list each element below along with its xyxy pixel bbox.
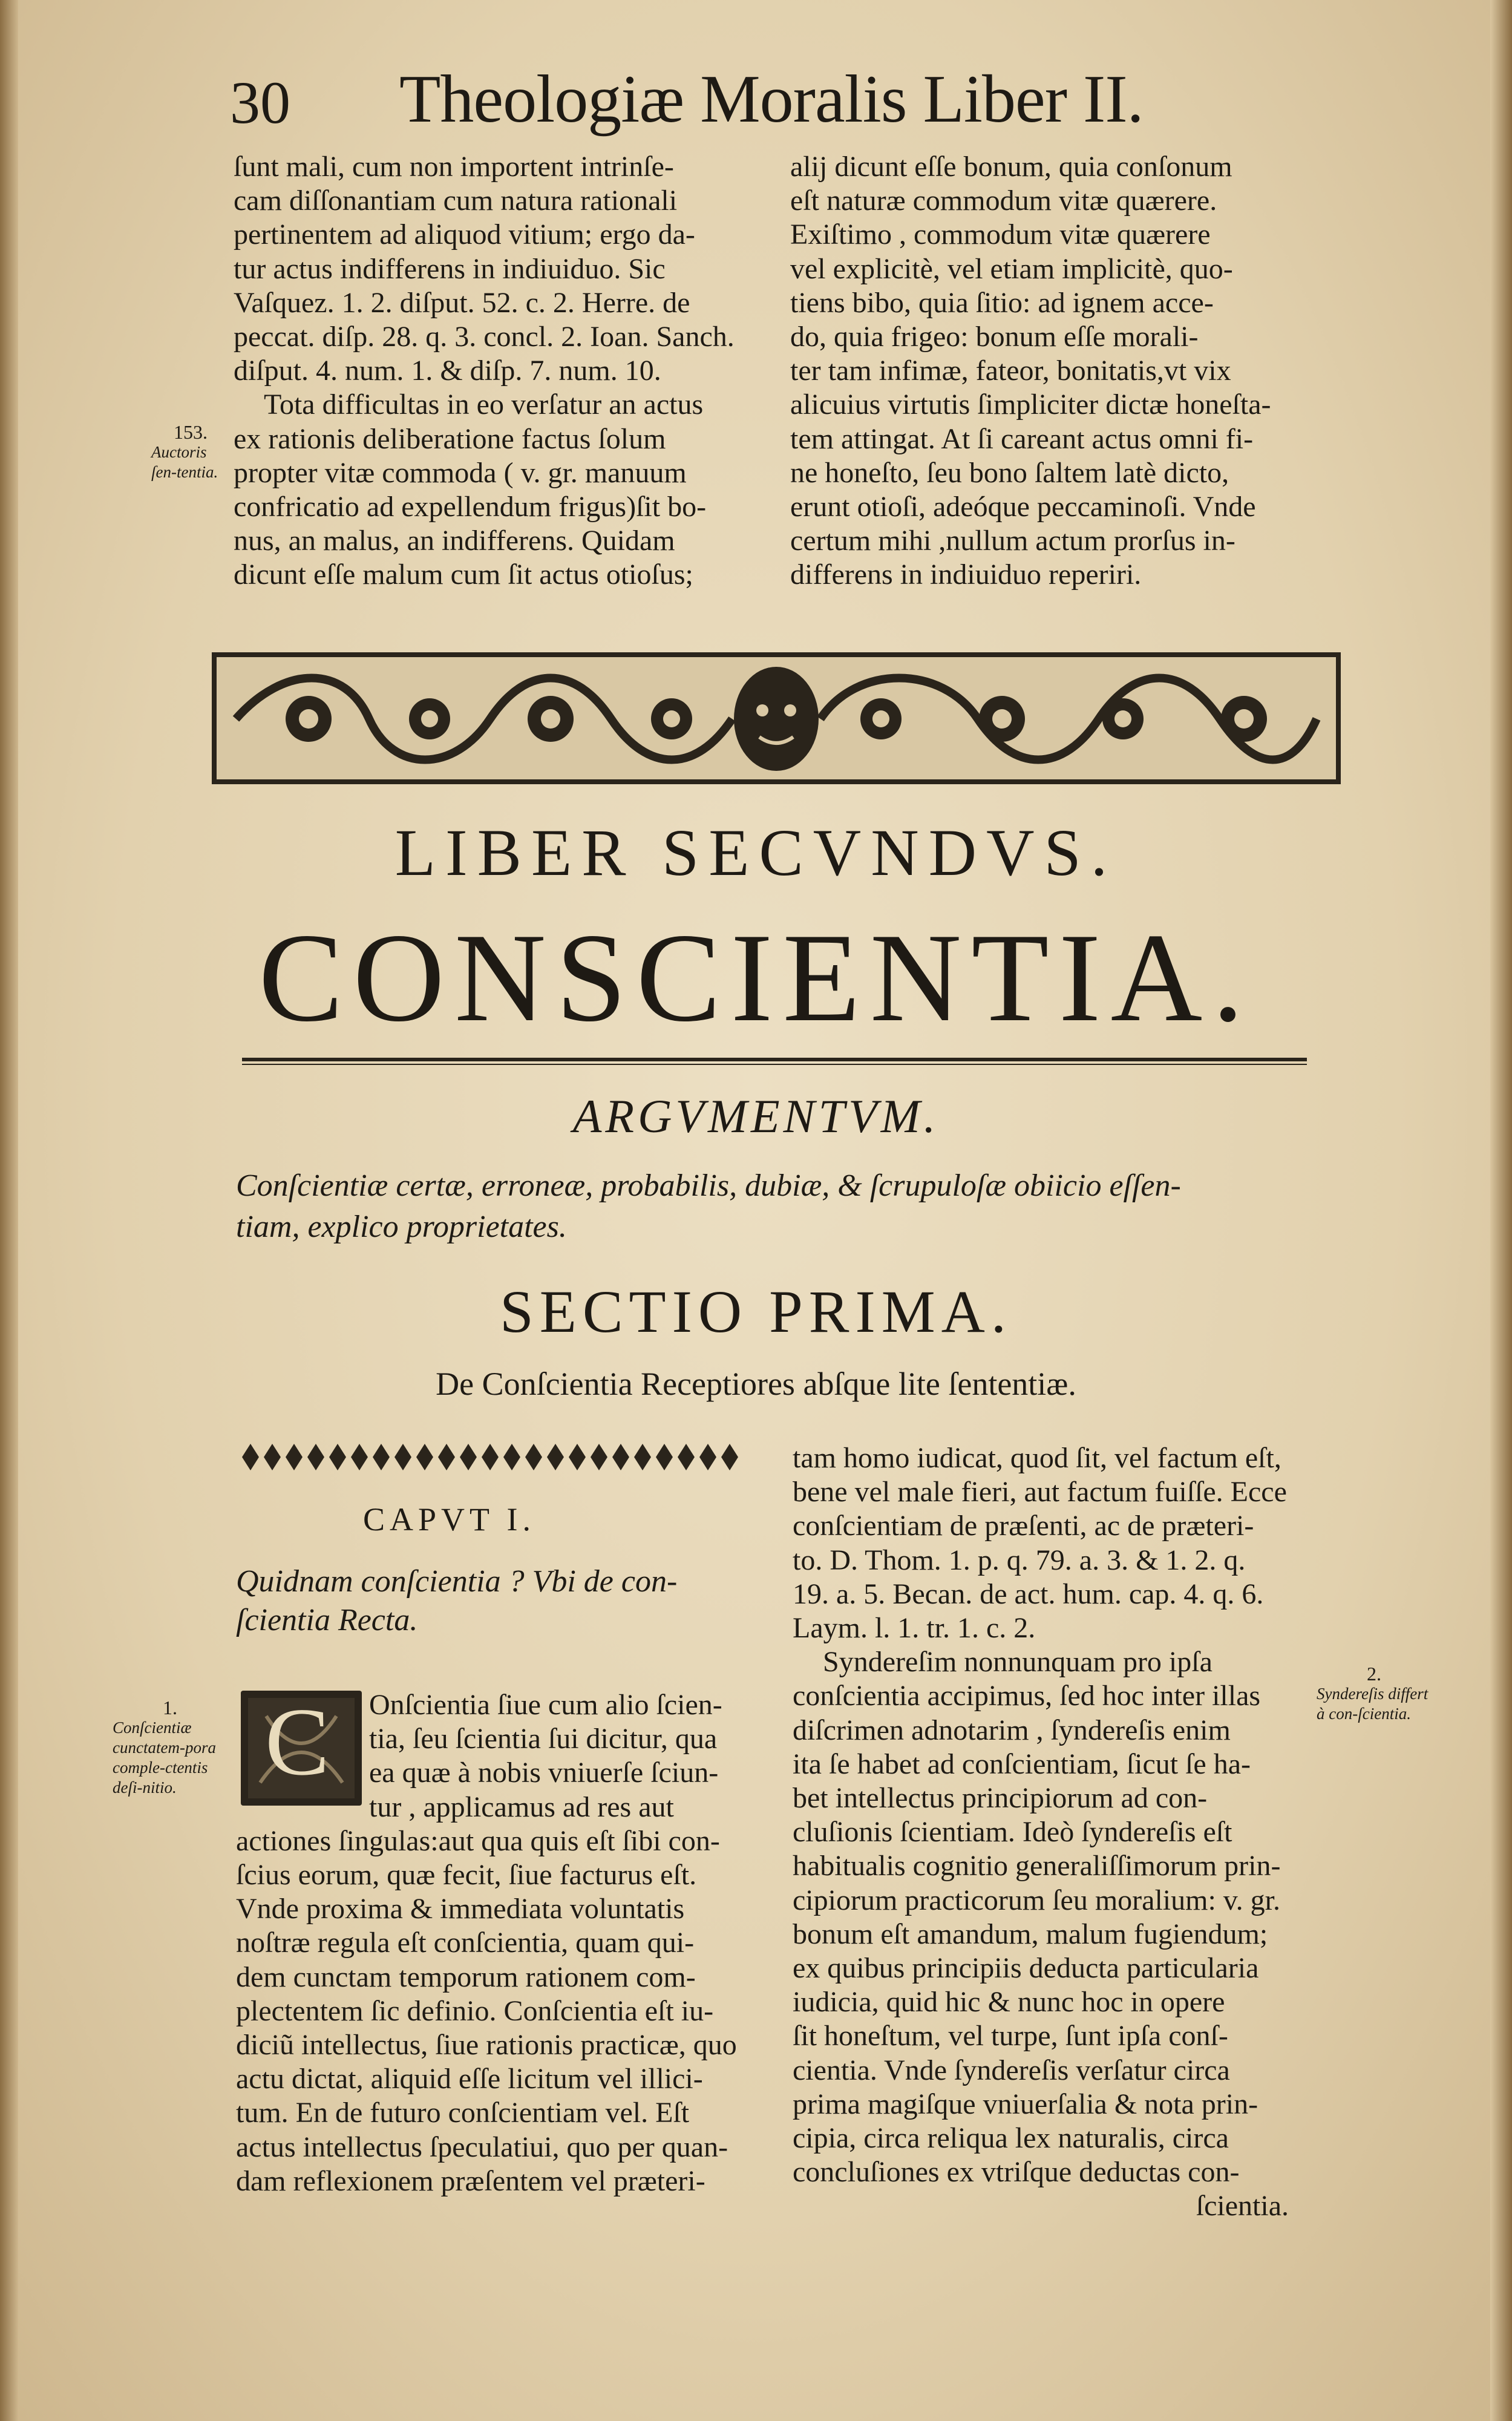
text-line: do, quia frigeo: bonum eſſe morali- bbox=[790, 321, 1199, 353]
text-line: Laym. l. 1. tr. 1. c. 2. bbox=[793, 1612, 1036, 1645]
text-line: ſit honeſtum, vel turpe, ſunt ipſa conſ- bbox=[793, 2020, 1228, 2052]
text-line: propter vitæ commoda ( v. gr. manuum bbox=[234, 456, 687, 489]
top-left-column bbox=[234, 150, 753, 592]
text-line: to. D. Thom. 1. p. q. 79. a. 3. & 1. 2. q. bbox=[793, 1544, 1246, 1576]
text-line: prima magiſque vniuerſalia & nota prin- bbox=[793, 2088, 1258, 2120]
text-line: habitualis cognitio generaliſſimorum prin- bbox=[793, 1850, 1281, 1882]
text-line: diſput. 4. num. 1. & diſp. 7. num. 10. bbox=[234, 355, 661, 387]
heading-rule-thin bbox=[242, 1064, 1307, 1065]
text-line: alicuius virtutis ſimpliciter dictæ honeſta- bbox=[790, 388, 1271, 421]
text-line: eſt naturæ commodum vitæ quærere. bbox=[790, 185, 1217, 217]
text-line: nus, an malus, an indifferens. Quidam bbox=[234, 525, 675, 557]
text-line: concluſiones ex vtriſque deductas con- bbox=[793, 2156, 1240, 2189]
text-line: tiam, explico proprietates. bbox=[236, 1210, 567, 1244]
text-line: ea quæ à nobis vniuerſe ſciun- bbox=[369, 1757, 719, 1789]
bottom-left-column bbox=[236, 1688, 756, 2198]
text-line: bonum eſt amandum, malum fugiendum; bbox=[793, 1918, 1268, 1950]
text-line: noſtræ regula eſt conſcientia, quam qui- bbox=[236, 1927, 695, 1959]
text-line: ſcientia Recta. bbox=[236, 1603, 418, 1637]
ornamental-headpiece bbox=[212, 652, 1341, 784]
text-line: diciũ intellectus, ſiue rationis practicæ, quo bbox=[236, 2029, 737, 2062]
text-line: Vaſquez. 1. 2. diſput. 52. c. 2. Herre. de bbox=[234, 286, 690, 319]
text-line: ſcientia. bbox=[1196, 2190, 1289, 2223]
book-heading: LIBER SECVNDVS. bbox=[394, 816, 1118, 889]
margin-note-2 bbox=[1317, 1664, 1432, 1724]
text-line: Exiſtimo , commodum vitæ quærere bbox=[790, 218, 1211, 251]
text-line: tum. En de futuro conſcientiam vel. Eſt bbox=[236, 2097, 690, 2129]
text-line: dam reflexionem præſentem vel præteri- bbox=[236, 2164, 705, 2197]
book-title: CONSCIENTIA. bbox=[258, 908, 1254, 1048]
text-line: diſcrimen adnotarim , ſyndereſis enim bbox=[793, 1714, 1231, 1746]
argument-text bbox=[236, 1165, 1307, 1248]
text-line: dicunt eſſe malum cum ſit actus otioſus; bbox=[234, 559, 693, 591]
text-line: dem cunctam temporum rationem com- bbox=[236, 1961, 696, 1993]
margin-note-text: Conſcientiæ cunctatem-pora comple-ctentis deſi-nitio. bbox=[113, 1718, 216, 1797]
text-line: plectentem ſic definio. Conſcientia eſt iu- bbox=[236, 1994, 714, 2027]
text-line: bene vel male fieri, aut factum fuiſſe. Ecce bbox=[793, 1476, 1287, 1509]
heading-rule bbox=[242, 1058, 1307, 1061]
margin-note-1 bbox=[113, 1698, 227, 1798]
text-line: ita ſe habet ad conſcientiam, ſicut ſe ha- bbox=[793, 1748, 1251, 1780]
page-edge-left bbox=[0, 0, 18, 2421]
text-line: tam homo iudicat, quod ſit, vel factum eſt, bbox=[793, 1442, 1281, 1474]
text-line: Conſcientiæ certæ, erroneæ, probabilis, dubiæ, & ſcrupuloſæ obiicio eſſen- bbox=[236, 1168, 1181, 1203]
margin-note-text: Auctoris ſen-tentia. bbox=[151, 443, 218, 481]
text-line: cipiorum practicorum ſeu moralium: v. gr. bbox=[793, 1884, 1281, 1916]
text-line: certum mihi ,nullum actum prorſus in- bbox=[790, 525, 1235, 557]
text-line: actu dictat, aliquid eſſe licitum vel illici- bbox=[236, 2063, 703, 2095]
initial-letter: C bbox=[265, 1688, 330, 1795]
margin-note-text: Syndereſis differt à con-ſcientia. bbox=[1317, 1685, 1429, 1723]
text-line: ex rationis deliberatione factus ſolum bbox=[234, 422, 666, 455]
text-line: tur , applicamus ad res aut bbox=[369, 1790, 674, 1823]
text-line: 19. a. 5. Becan. de act. hum. cap. 4. q. 6. bbox=[793, 1577, 1264, 1610]
page-number: 30 bbox=[230, 69, 290, 136]
section-subtitle: De Conſcientia Receptiores abſque lite ſententiæ. bbox=[436, 1366, 1076, 1402]
text-line: cipia, circa reliqua lex naturalis, circa bbox=[793, 2122, 1229, 2155]
text-line: Syndereſim nonnunquam pro ipſa bbox=[823, 1646, 1213, 1679]
text-line: ſunt mali, cum non importent intrinſe- bbox=[234, 151, 674, 183]
text-line: conſcientiam de præſenti, ac de præteri- bbox=[793, 1510, 1254, 1542]
text-line: Onſcientia ſiue cum alio ſcien- bbox=[369, 1689, 722, 1721]
text-line: vel explicitè, vel etiam implicitè, quo- bbox=[790, 252, 1233, 285]
text-line: cluſionis ſcientiam. Ideò ſyndereſis eſt bbox=[793, 1816, 1232, 1849]
margin-note-153 bbox=[151, 422, 230, 482]
text-line: peccat. diſp. 28. q. 3. concl. 2. Ioan. Sanch. bbox=[234, 321, 735, 353]
text-line: pertinentem ad aliquod vitium; ergo da- bbox=[234, 218, 695, 251]
text-line: cam diſſonantiam cum natura rationali bbox=[234, 185, 678, 217]
chapter-subtitle bbox=[236, 1562, 756, 1640]
chapter-heading: CAPVT I. bbox=[363, 1501, 536, 1538]
text-line: ne honeſto, ſeu bono ſaltem latè dicto, bbox=[790, 456, 1229, 489]
text-line: erunt otioſi, adeóque peccaminoſi. Vnde bbox=[790, 491, 1256, 523]
text-line: actus intellectus ſpeculatiui, quo per quan- bbox=[236, 2131, 728, 2163]
section-heading: SECTIO PRIMA. bbox=[500, 1278, 1012, 1345]
margin-note-number: 153. bbox=[174, 421, 208, 443]
running-title: Theologiæ Moralis Liber II. bbox=[399, 62, 1144, 137]
text-line: ex quibus principiis deducta particularia bbox=[793, 1952, 1259, 1985]
text-line: conſcientia accipimus, ſed hoc inter illas bbox=[793, 1680, 1261, 1712]
text-line: Tota difficultas in eo verſatur an actus bbox=[264, 388, 704, 421]
text-line: confricatio ad expellendum frigus)ſit bo- bbox=[234, 491, 707, 523]
text-line: Vnde proxima & immediata voluntatis bbox=[236, 1893, 685, 1925]
fleuron-border bbox=[236, 1439, 756, 1475]
text-line: alij dicunt eſſe bonum, quia conſonum bbox=[790, 151, 1232, 183]
text-line: bet intellectus principiorum ad con- bbox=[793, 1782, 1208, 1815]
page-edge-right bbox=[1490, 0, 1512, 2421]
top-right-column bbox=[790, 150, 1312, 592]
text-line: ſcius eorum, quæ fecit, ſiue facturus eſt. bbox=[236, 1859, 697, 1892]
margin-note-number: 1. bbox=[163, 1697, 177, 1718]
text-line: tem attingat. At ſi careant actus omni fi- bbox=[790, 422, 1254, 455]
text-line: differens in indiuiduo reperiri. bbox=[790, 559, 1142, 591]
text-line: cientia. Vnde ſyndereſis verſatur circa bbox=[793, 2054, 1230, 2086]
text-line: actiones ſingulas:aut qua quis eſt ſibi con- bbox=[236, 1824, 720, 1857]
text-line: tur actus indifferens in indiuiduo. Sic bbox=[234, 252, 666, 285]
margin-note-number: 2. bbox=[1367, 1663, 1381, 1685]
text-line: iudicia, quid hic & nunc hoc in opere bbox=[793, 1986, 1225, 2019]
text-line: Quidnam conſcientia ? Vbi de con- bbox=[236, 1564, 678, 1599]
text-line: tia, ſeu ſcientia ſui dicitur, qua bbox=[369, 1723, 718, 1755]
argumentum-heading: ARGVMENTVM. bbox=[572, 1090, 940, 1142]
bottom-right-column bbox=[793, 1441, 1313, 2224]
text-line: ter tam infimæ, fateor, bonitatis,vt vix bbox=[790, 355, 1231, 387]
text-line: tiens bibo, quia ſitio: ad ignem acce- bbox=[790, 286, 1214, 319]
